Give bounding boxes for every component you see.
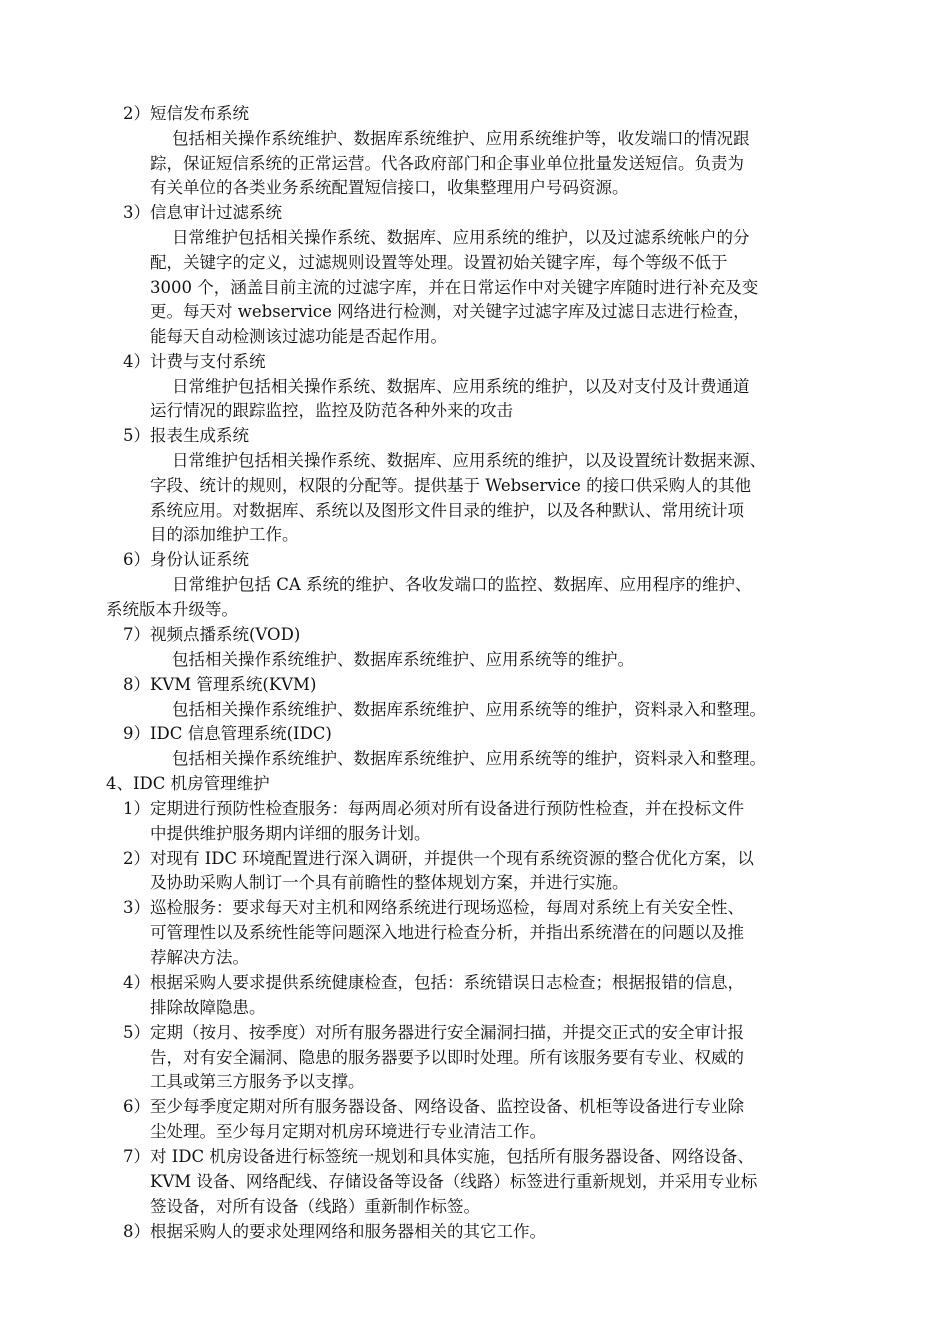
body-line: 字段、统计的规则，权限的分配等。提供基于 Webservice 的接口供采购人的其他 (150, 476, 752, 495)
body-line: 包括相关操作系统维护、数据库系统维护、应用系统等的维护，资料录入和整理。 (172, 749, 766, 768)
system-heading: 2）短信发布系统 (123, 104, 249, 123)
section-item-line: 排除故障隐患。 (150, 998, 266, 1017)
body-line: 包括相关操作系统维护、数据库系统维护、应用系统维护等，收发端口的情况跟 (172, 129, 750, 148)
section-item-line: 及协助采购人制订一个具有前瞻性的整体规划方案，并进行实施。 (150, 873, 629, 892)
section-item-line: 1）定期进行预防性检查服务：每两周必须对所有设备进行预防性检查，并在投标文件 (123, 799, 744, 818)
system-heading: 4）计费与支付系统 (123, 352, 266, 371)
body-line: 3000 个，涵盖目前主流的过滤字库，并在日常运作中对关键字库随时进行补充及变 (150, 278, 759, 297)
section-item-line: 告，对有安全漏洞、隐患的服务器要予以即时处理。所有该服务要有专业、权威的 (150, 1048, 744, 1067)
system-heading: 5）报表生成系统 (123, 426, 249, 445)
section-item-line: 5）定期（按月、按季度）对所有服务器进行安全漏洞扫描，并提交正式的安全审计报 (123, 1023, 744, 1042)
body-line: 运行情况的跟踪监控，监控及防范各种外来的攻击 (150, 401, 513, 420)
body-line: 能每天自动检测该过滤功能是否起作用。 (150, 327, 447, 346)
system-heading: 8）KVM 管理系统(KVM) (123, 675, 317, 694)
body-line: 包括相关操作系统维护、数据库系统维护、应用系统等的维护，资料录入和整理。 (172, 700, 766, 719)
section-item-line: 中提供维护服务期内详细的服务计划。 (150, 824, 431, 843)
section-item-line: 签设备，对所有设备（线路）重新制作标签。 (150, 1197, 480, 1216)
section-item-line: 4）根据采购人要求提供系统健康检查，包括：系统错误日志检查；根据报错的信息， (123, 973, 744, 992)
section-item-line: 可管理性以及系统性能等问题深入地进行检查分析，并指出系统潜在的问题以及推 (150, 923, 744, 942)
body-line: 日常维护包括相关操作系统、数据库、应用系统的维护，以及对支付及计费通道 (172, 377, 750, 396)
body-line: 系统版本升级等。 (106, 600, 238, 619)
section-item-line: 3）巡检服务：要求每天对主机和网络系统进行现场巡检，每周对系统上有关安全性、 (123, 898, 744, 917)
section-item-line: KVM 设备、网络配线、存储设备等设备（线路）标签进行重新规划，并采用专业标 (150, 1172, 758, 1191)
body-line: 有关单位的各类业务系统配置短信接口，收集整理用户号码资源。 (150, 178, 629, 197)
system-heading: 6）身份认证系统 (123, 550, 249, 569)
section-item-line: 6）至少每季度定期对所有服务器设备、网络设备、监控设备、机柜等设备进行专业除 (123, 1097, 744, 1116)
body-line: 包括相关操作系统维护、数据库系统维护、应用系统等的维护。 (172, 650, 634, 669)
body-line: 日常维护包括 CA 系统的维护、各收发端口的监控、数据库、应用程序的维护、 (172, 575, 752, 594)
body-line: 踪，保证短信系统的正常运营。代各政府部门和企事业单位批量发送短信。负责为 (150, 154, 744, 173)
section-heading: 4、IDC 机房管理维护 (106, 774, 270, 793)
body-line: 日常维护包括相关操作系统、数据库、应用系统的维护，以及过滤系统帐户的分 (172, 228, 750, 247)
section-item-line: 8）根据采购人的要求处理网络和服务器相关的其它工作。 (123, 1222, 546, 1241)
section-item-line: 尘处理。至少每月定期对机房环境进行专业清洁工作。 (150, 1122, 546, 1141)
body-line: 配，关键字的定义，过滤规则设置等处理。设置初始关键字库，每个等级不低于 (150, 253, 728, 272)
section-item-line: 2）对现有 IDC 环境配置进行深入调研，并提供一个现有系统资源的整合优化方案，以 (123, 849, 754, 868)
section-item-line: 荐解决方法。 (150, 948, 249, 967)
section-item-line: 工具或第三方服务予以支撑。 (150, 1072, 365, 1091)
section-item-line: 7）对 IDC 机房设备进行标签统一规划和具体实施，包括所有服务器设备、网络设备、 (123, 1147, 754, 1166)
body-line: 目的添加维护工作。 (150, 525, 299, 544)
body-line: 系统应用。对数据库、系统以及图形文件目录的维护，以及各种默认、常用统计项 (150, 501, 744, 520)
system-heading: 9）IDC 信息管理系统(IDC) (123, 724, 332, 743)
system-heading: 7）视频点播系统(VOD) (123, 625, 301, 644)
body-line: 日常维护包括相关操作系统、数据库、应用系统的维护，以及设置统计数据来源、 (172, 451, 766, 470)
system-heading: 3）信息审计过滤系统 (123, 203, 282, 222)
body-line: 更。每天对 webservice 网络进行检测，对关键字过滤字库及过滤日志进行检查， (150, 302, 750, 321)
